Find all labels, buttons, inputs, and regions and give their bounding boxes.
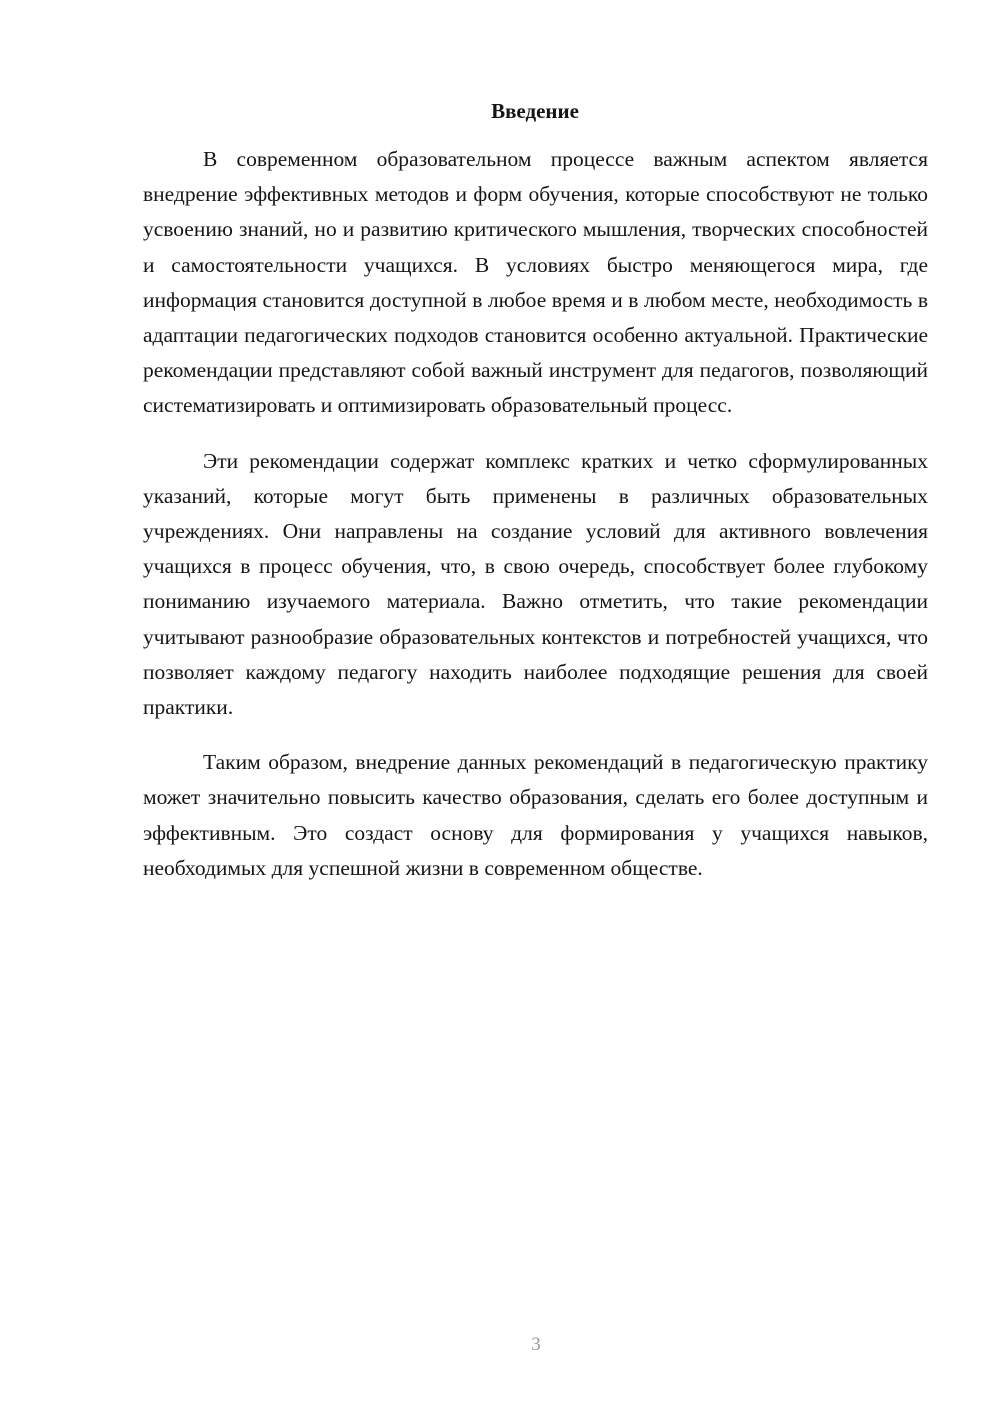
paragraph-1: В современном образовательном процессе важным аспектом является внедрение эффективных методов и форм обучения, которые способствуют не только усвоению знаний, но и развитию критического мышления, творческих способностей и самостоятельности учащихся. В условиях быстро меняющегося мира, где информация становится доступной в любое время и в любом месте, необходимость в адаптации педагогических подходов становится особенно актуальной. Практические рекомендации представляют собой важный инструмент для педагогов, позволяющий систематизировать и оптимизировать образовательный процесс. (143, 147, 928, 418)
paragraph-2: Эти рекомендации содержат комплекс кратких и четко сформулированных указаний, которые могут быть применены в различных образовательных учреждениях. Они направлены на создание условий для активного вовлечения учащихся в процесс обучения, что, в свою очередь, способствует более глубокому пониманию изучаемого материала. Важно отметить, что такие рекомендации учитывают разнообразие образовательных контекстов и потребностей учащихся, что позволяет каждому педагогу находить наиболее подходящие решения для своей практики. (143, 448, 928, 720)
body-text (143, 142, 928, 906)
paragraph-3: Таким образом, внедрение данных рекомендаций в педагогическую практику может значительно повысить качество образования, сделать его более доступным и эффективным. Это создаст основу для формирования у учащихся навыков, необходимых для успешной жизни в современном обществе. (143, 750, 928, 880)
section-title: Введение (491, 99, 579, 123)
page-number: 3 (531, 1334, 541, 1355)
